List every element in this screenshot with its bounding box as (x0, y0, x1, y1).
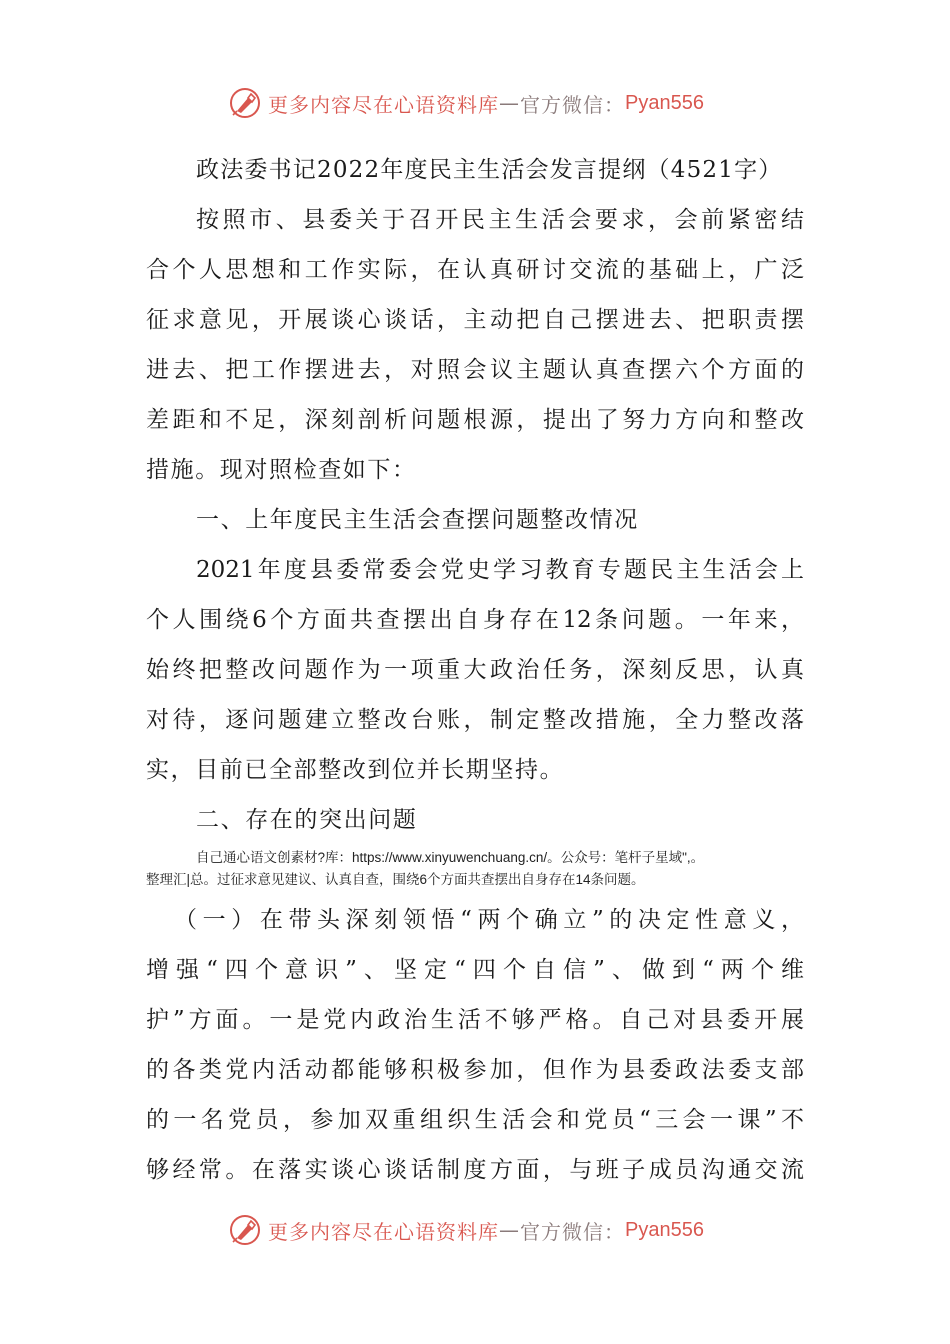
section-heading: 二、存在的突出问题 (196, 807, 418, 833)
pen-nib-logo-icon (228, 1213, 262, 1247)
banner-wechat-id: Pyan556 (625, 1218, 704, 1241)
document-title: 政法委书记2022年度民主生活会发言提纲（4521字） (196, 157, 783, 183)
paragraph-line: 进去、把工作摆进去，对照会议主题认真查摆六个方面的 (146, 357, 804, 383)
banner-wechat-id: Pyan556 (625, 91, 704, 114)
inserted-note-line: 整理汇|总。过征求意见建议、认真自查，围绕6个方面共查摆出自身存在14条问题。 (146, 872, 645, 887)
banner-title: 更多内容尽在心语资料库 (268, 92, 499, 117)
paragraph-line: 个人围绕6个方面共查摆出自身存在12条问题。一年来， (146, 607, 804, 633)
header-banner (228, 81, 704, 125)
paragraph-line: 始终把整改问题作为一项重大政治任务，深刻反思，认真 (146, 657, 804, 683)
paragraph-line: 2021年度县委常委会党史学习教育专题民主生活会上 (196, 557, 804, 583)
paragraph-line: 差距和不足，深刻剖析问题根源，提出了努力方向和整改 (146, 407, 804, 433)
paragraph-line: 措施。现对照检查如下： (146, 457, 417, 483)
paragraph-line: （一）在带头深刻领悟“两个确立”的决定性意义， (174, 907, 804, 933)
pen-nib-logo-icon (228, 86, 262, 120)
paragraph-line: 合个人思想和工作实际，在认真研讨交流的基础上，广泛 (146, 257, 804, 283)
paragraph-line: 征求意见，开展谈心谈话，主动把自己摆进去、把职责摆 (146, 307, 804, 333)
banner-dash: — (499, 91, 520, 115)
paragraph-line: 实，目前已全部整改到位并长期坚持。 (146, 757, 565, 783)
footer-banner (228, 1208, 704, 1252)
paragraph-line: 的一名党员，参加双重组织生活会和党员“三会一课”不 (146, 1107, 804, 1133)
paragraph-line: 对待，逐问题建立整改台账，制定整改措施，全力整改落 (146, 707, 804, 733)
banner-title: 更多内容尽在心语资料库 (268, 1219, 499, 1244)
paragraph-line: 按照市、县委关于召开民主生活会要求，会前紧密结 (196, 207, 804, 233)
inserted-note-line: 自己通心语文创素材?库：https://www.xinyuwenchuang.cn/。公众号：笔杆子星域",。 (196, 850, 705, 865)
paragraph-line: 够经常。在落实谈心谈话制度方面，与班子成员沟通交流 (146, 1157, 804, 1183)
banner-wechat-label: 官方微信： (520, 1219, 625, 1244)
banner-dash: — (499, 1218, 520, 1242)
section-heading: 一、上年度民主生活会查摆问题整改情况 (196, 507, 639, 533)
banner-wechat-label: 官方微信： (520, 92, 625, 117)
paragraph-line: 护”方面。一是党内政治生活不够严格。自己对县委开展 (146, 1007, 804, 1033)
paragraph-line: 的各类党内活动都能够积极参加，但作为县委政法委支部 (146, 1057, 804, 1083)
paragraph-line: 增强“四个意识”、坚定“四个自信”、做到“两个维 (146, 957, 804, 983)
